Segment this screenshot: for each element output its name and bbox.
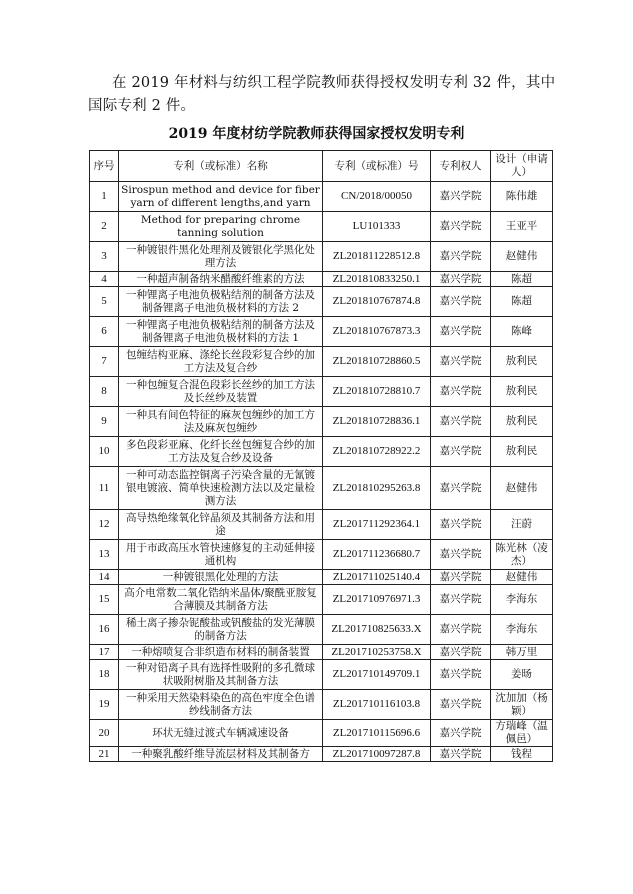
row-name: 一种熔喷复合非织造布材料的制备装置 [119,645,323,660]
table-row [90,272,553,287]
row-no: 10 [90,437,119,467]
row-no: 19 [90,690,119,720]
row-holder: 嘉兴学院 [431,287,491,317]
row-no: 14 [90,570,119,585]
row-designer: 李海东 [491,615,553,645]
row-no: 20 [90,720,119,747]
row-no: 11 [90,467,119,510]
row-patent-no: ZL201710097287.8 [323,747,431,762]
table-row [90,690,553,720]
row-patent-no: ZL201710825633.X [323,615,431,645]
row-holder: 嘉兴学院 [431,615,491,645]
row-patent-no: ZL201711236680.7 [323,540,431,570]
header-patent-no: 专利（或标准）号 [323,151,431,182]
row-name: 一种锂离子电池负极粘结剂的制备方法及制备锂离子电池负极材料的方法 2 [119,287,323,317]
table-row [90,407,553,437]
row-name: Method for preparing chrome tanning solution [119,212,323,242]
table-body [90,182,553,762]
intro-line-2: 国际专利 2 件。 [88,98,196,114]
header-name: 专利（或标准）名称 [119,151,323,182]
row-no: 4 [90,272,119,287]
row-holder: 嘉兴学院 [431,212,491,242]
row-holder: 嘉兴学院 [431,645,491,660]
header-holder: 专利权人 [431,151,491,182]
row-holder: 嘉兴学院 [431,720,491,747]
row-patent-no: ZL201811228512.8 [323,242,431,272]
row-name: 一种聚乳酸纤维导流层材料及其制备方 [119,747,323,762]
row-no: 9 [90,407,119,437]
table-row [90,615,553,645]
row-holder: 嘉兴学院 [431,570,491,585]
header-no: 序号 [90,151,119,182]
table-row [90,720,553,747]
row-name: 用于市政高压水管快速修复的主动延伸接通机构 [119,540,323,570]
table-row [90,317,553,347]
row-no: 5 [90,287,119,317]
table-row [90,287,553,317]
row-no: 17 [90,645,119,660]
row-name: 包缠结构亚麻、涤纶长丝段彩复合纱的加工方法及复合纱 [119,347,323,377]
row-designer: 陈超 [491,272,553,287]
row-patent-no: ZL201810728860.5 [323,347,431,377]
row-holder: 嘉兴学院 [431,585,491,615]
row-holder: 嘉兴学院 [431,407,491,437]
row-holder: 嘉兴学院 [431,242,491,272]
row-holder: 嘉兴学院 [431,660,491,690]
row-no: 15 [90,585,119,615]
row-holder: 嘉兴学院 [431,540,491,570]
row-designer: 汪蔚 [491,510,553,540]
row-designer: 钱程 [491,747,553,762]
row-no: 8 [90,377,119,407]
row-holder: 嘉兴学院 [431,690,491,720]
row-designer: 陈超 [491,287,553,317]
intro-paragraph [88,72,558,118]
row-no: 18 [90,660,119,690]
row-name: 一种对铅离子具有选择性吸附的多孔微球状吸附树脂及其制备方法 [119,660,323,690]
row-patent-no: ZL201710149709.1 [323,660,431,690]
row-name: 一种镀银件黑化处理剂及镀银化学黑化处理方法 [119,242,323,272]
row-holder: 嘉兴学院 [431,467,491,510]
row-holder: 嘉兴学院 [431,182,491,212]
row-no: 3 [90,242,119,272]
row-name: 一种可动态监控铜离子污染含量的无氰镀银电镀液、简单快速检测方法以及定量检测方法 [119,467,323,510]
row-patent-no: ZL201710253758.X [323,645,431,660]
row-holder: 嘉兴学院 [431,747,491,762]
table-row [90,467,553,510]
row-designer: 沈加加（杨颖） [491,690,553,720]
row-name: 稀土离子掺杂铌酸盐或钒酸盐的发光薄膜的制备方法 [119,615,323,645]
row-holder: 嘉兴学院 [431,510,491,540]
row-designer: 韩万里 [491,645,553,660]
table-row [90,510,553,540]
row-name: 环状无缝过渡式车辆减速设备 [119,720,323,747]
row-name: 多色段彩亚麻、化纤长丝包缠复合纱的加工方法及复合纱及设备 [119,437,323,467]
row-name: 高介电常数二氧化锆纳米晶体/聚酰亚胺复合薄膜及其制备方法 [119,585,323,615]
row-patent-no: ZL201810728922.2 [323,437,431,467]
row-name: 一种镀银黑化处理的方法 [119,570,323,585]
table-row [90,437,553,467]
intro-line-1: 在 2019 年材料与纺织工程学院教师获得授权发明专利 32 件，其中 [112,75,556,91]
row-name: Sirospun method and device for fiber yarn of different lengths,and yarn [119,182,323,212]
row-patent-no: ZL201810728810.7 [323,377,431,407]
table-row [90,242,553,272]
row-no: 12 [90,510,119,540]
row-designer: 赵健伟 [491,570,553,585]
table-row [90,212,553,242]
row-no: 13 [90,540,119,570]
table-row [90,182,553,212]
row-patent-no: ZL201810767873.3 [323,317,431,347]
row-holder: 嘉兴学院 [431,437,491,467]
header-designer: 设计（申请人） [491,151,553,182]
row-designer: 姜旸 [491,660,553,690]
row-patent-no: ZL201810728836.1 [323,407,431,437]
row-name: 一种超声制备纳米醋酸纤维素的方法 [119,272,323,287]
row-holder: 嘉兴学院 [431,317,491,347]
table-row [90,540,553,570]
table-row [90,570,553,585]
row-designer: 赵健伟 [491,467,553,510]
row-patent-no: LU101333 [323,212,431,242]
row-patent-no: ZL201710976971.3 [323,585,431,615]
row-patent-no: CN/2018/00050 [323,182,431,212]
row-designer: 陈光林（凌杰） [491,540,553,570]
row-holder: 嘉兴学院 [431,272,491,287]
row-patent-no: ZL201810295263.8 [323,467,431,510]
row-designer: 赵健伟 [491,242,553,272]
table-row [90,660,553,690]
row-designer: 方瑞峰（温佩邑） [491,720,553,747]
row-patent-no: ZL201711025140.4 [323,570,431,585]
row-patent-no: ZL201810833250.1 [323,272,431,287]
row-designer: 王亚平 [491,212,553,242]
table-row [90,377,553,407]
row-patent-no: ZL201711292364.1 [323,510,431,540]
row-patent-no: ZL201710115696.6 [323,720,431,747]
patent-table [89,150,553,762]
row-no: 16 [90,615,119,645]
row-name: 一种包缠复合混色段彩长丝纱的加工方法及长丝纱及装置 [119,377,323,407]
row-designer: 敖利民 [491,377,553,407]
table-header-row [90,151,553,182]
row-designer: 陈伟雄 [491,182,553,212]
row-holder: 嘉兴学院 [431,347,491,377]
table-row [90,347,553,377]
row-no: 6 [90,317,119,347]
row-patent-no: ZL201810767874.8 [323,287,431,317]
row-designer: 李海东 [491,585,553,615]
row-name: 一种具有间色特征的麻灰包缠纱的加工方法及麻灰包缠纱 [119,407,323,437]
row-holder: 嘉兴学院 [431,377,491,407]
table-row [90,747,553,762]
row-no: 2 [90,212,119,242]
row-name: 一种锂离子电池负极粘结剂的制备方法及制备锂离子电池负极材料的方法 1 [119,317,323,347]
row-patent-no: ZL201710116103.8 [323,690,431,720]
row-designer: 敖利民 [491,347,553,377]
row-no: 7 [90,347,119,377]
row-name: 高导热绝缘氧化锌晶须及其制备方法和用途 [119,510,323,540]
row-designer: 陈峰 [491,317,553,347]
row-no: 1 [90,182,119,212]
table-row [90,585,553,615]
table-row [90,645,553,660]
table-title: 2019 年度材纺学院教师获得国家授权发明专利 [168,126,465,142]
row-name: 一种采用天然染料染色的高色牢度全色谱纱线制备方法 [119,690,323,720]
row-designer: 敖利民 [491,407,553,437]
row-no: 21 [90,747,119,762]
row-designer: 敖利民 [491,437,553,467]
